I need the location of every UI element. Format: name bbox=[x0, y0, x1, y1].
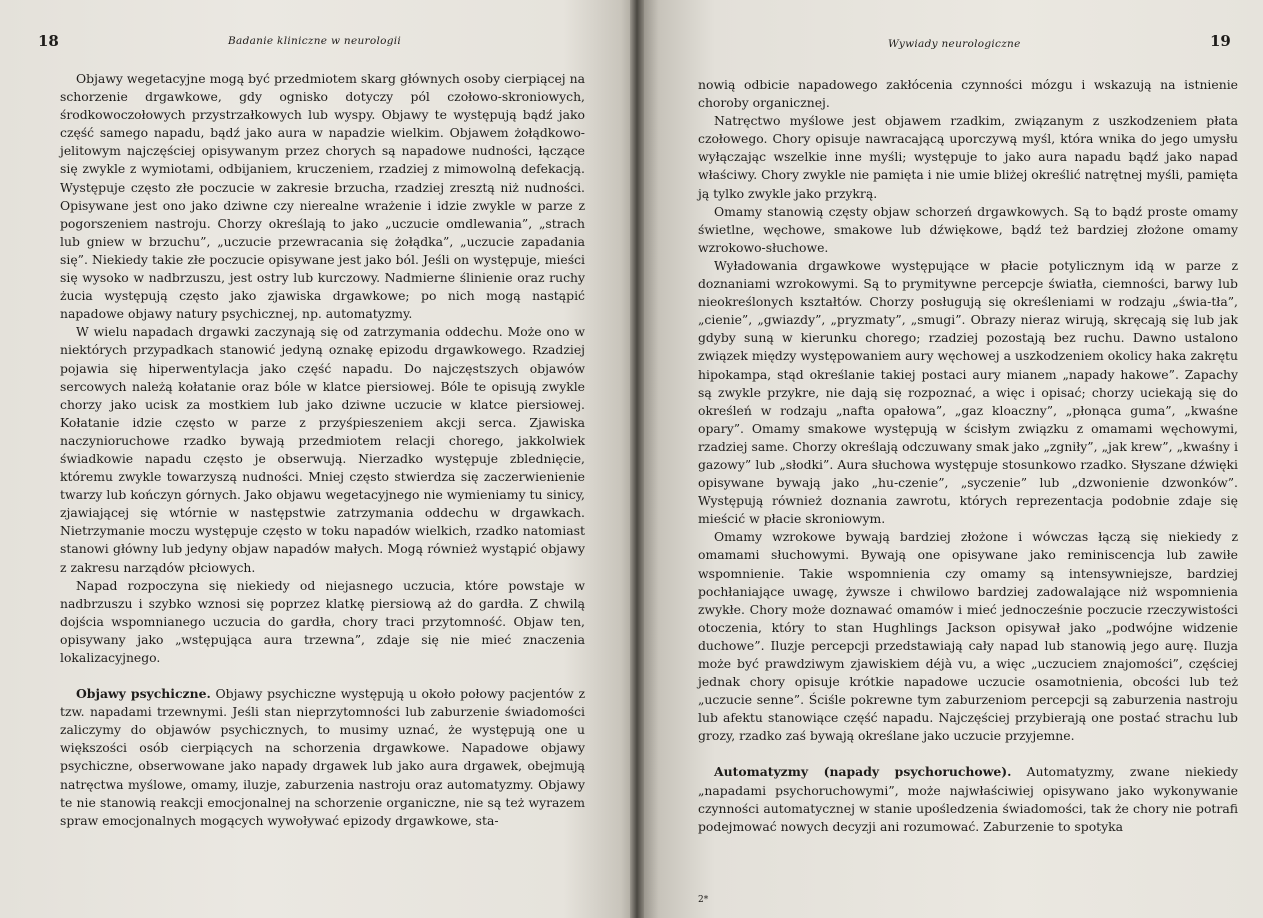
section-text: Objawy psychiczne występują u około połowy pacjentów z tzw. napadami trzewnymi. Jeśli stan nieprzytomności lub zaburzenie świadomości zaliczymy do objawów psychicznych, to musimy uznać, że występują one u większości osób cierpiących na schorzenia drgawkowe. Napadowe objawy psychiczne, obserwowane jako napady drgawek lub jako aura drgawek, obejmują natręctwa myślowe, omamy, iluzje, zaburzenia nastroju oraz automatyzmy. Objawy te nie stanowią reakcji emocjonalnej na schorzenie organiczne, nie są też wyrazem spraw emocjonalnych mogących wywoływać epizody drgawkowe, sta- bbox=[60, 686, 585, 828]
section-heading: Automatyzmy (napady psychoruchowe). bbox=[714, 764, 1012, 780]
section-paragraph bbox=[60, 685, 585, 830]
continuation-paragraph: nowią odbicie napadowego zakłócenia czynności mózgu i wskazują na istnienie choroby organicznej. bbox=[698, 77, 1238, 111]
signature-mark: 2* bbox=[698, 895, 709, 905]
left-body-text bbox=[60, 70, 585, 830]
paragraph: Natręctwo myślowe jest objawem rzadkim, związanym z uszkodzeniem płata czołowego. Chory opisuje nawracającą uporczywą myśl, która wnika do jego umysłu wyłączając wszelkie inne myśli; występuje to jako aura napadu bądź jako napad właściwy. Chory zwykle nie pamięta i nie umie bliżej określić natrętnej myśli, pamięta ją tylko zwykle jako przykrą. bbox=[698, 113, 1238, 201]
paragraph: Omamy stanowią częsty objaw schorzeń drgawkowych. Są to bądź proste omamy świetlne, węchowe, smakowe lub dźwiękowe, bądź też bardziej złożone omamy wzrokowo-słuchowe. bbox=[698, 203, 1238, 255]
page-number-right: 19 bbox=[1210, 32, 1231, 50]
paragraph: W wielu napadach drgawki zaczynają się od zatrzymania oddechu. Może ono w niektórych przypadkach stanowić jedyną oznakę epizodu drgawkowego. Rzadziej pojawia się hiperwentylacja jako część napadu. Do najczęstszych objawów sercowych należą kołatanie oraz bóle w klatce piersiowej. Bóle te opisują zwykle chorzy jako ucisk za mostkiem lub jako dziwne uczucie w klatce piersiowej. Kołatanie idzie często w parze z przyśpieszeniem akcji serca. Zjawiska naczynioruchowe rzadko bywają przedmiotem relacji chorego, jakkolwiek świadkowie napadu często je obserwują. Nierzadko występuje zblednięcie, któremu zwykle towarzyszą nudności. Mniej często stwierdza się zaczerwienienie twarzy lub kończyn górnych. Jako objawu wegetacyjnego nie wymieniamy tu sinicy, zjawiającej się wtórnie w następstwie zatrzymania oddechu w drgawkach. Nietrzymanie moczu występuje często w toku napadów wielkich, rzadko natomiast stanowi główny lub jedyny objaw napadów małych. Mogą również wystąpić objawy z zakresu narządów płciowych. bbox=[60, 324, 585, 575]
running-head-left: Badanie kliniczne w neurologii bbox=[228, 35, 402, 47]
paragraph: Napad rozpoczyna się niekiedy od niejasnego uczucia, które powstaje w nadbrzuszu i szybko wznosi się poprzez klatkę piersiową aż do gardła. Z chwilą dojścia wspomnianego uczucia do gardła, chory traci przytomność. Objaw ten, opisywany jako „wstępująca aura trzewna”, zdaje się nie mieć znaczenia lokalizacyjnego. bbox=[60, 577, 585, 665]
page-number-left: 18 bbox=[38, 32, 59, 50]
right-body-text bbox=[698, 76, 1238, 836]
paragraph: Wyładowania drgawkowe występujące w płacie potylicznym idą w parze z doznaniami wzrokowymi. Są to prymitywne percepcje światła, ciemności, barwy lub nieokreślonych kształtów. Chorzy posługują się określeniami w rodzaju „świa-tła”, „cienie”, „gwiazdy”, „pryzmaty”, „smugi”. Obrazy nieraz wirują, skręcają się lub jak gdyby suną w kierunku chorego; rzadziej pozostają bez ruchu. Dawno ustalono związek między występowaniem aury węchowej a uszkodzeniem okolicy haka zakrętu hipokampa, stąd określanie takiej postaci aury mianem „napady hakowe”. Zapachy są zwykle przykre, nie dają się rozpoznać, a więc i opisać; chorzy uciekają się do określeń w rodzaju „nafta opałowa”, „gaz kloaczny”, „płonąca guma”, „kwaśne opary”. Omamy smakowe występują w ścisłym związku z omamami węchowymi, rzadziej same. Chorzy określają odczuwany smak jako „zgniły”, „jak krew”, „kwaśny i gazowy” lub „słodki”. Aura słuchowa występuje stosunkowo rzadko. Słyszane dźwięki opisywane bywają jako „hu-czenie”, „syczenie” lub „dzwonienie dzwonków”. Występują również doznania zawrotu, których reprezentacja podobnie zdaje się mieścić w płacie skroniowym. bbox=[698, 257, 1238, 527]
paragraph: Omamy wzrokowe bywają bardziej złożone i wówczas łączą się niekiedy z omamami słuchowymi. Bywają one opisywane jako reminiscencja lub zawiłe wspomnienie. Takie wspomnienia czy omamy są intensywniejsze, bardziej pochłaniające uwagę, żywsze i chwilowo bardziej zadowalające niż wspomnienia zwykłe. Chory może doznawać omamów i mieć jednocześnie poczucie rzeczywistości otoczenia, który to stan Hughlings Jackson opisywał jako „podwójne widzenie duchowe”. Iluzje percepcji przedstawiają cały napad lub stanowią jego aurę. Iluzja może być prawdziwym zjawiskiem déjà vu, a więc „uczuciem znajomości”, częściej jednak chory opisuje krótkie napadowe uczucie osamotnienia, obcości lub też „uczucie senne”. Ściśle pokrewne tym zaburzeniom percepcji są zaburzenia nastroju lub afektu stanowiące część napadu. Najczęściej przybierają one postać strachu lub grozy, rzadko zaś bywają określane jako uczucie przyjemne. bbox=[698, 529, 1238, 744]
section-paragraph bbox=[698, 763, 1238, 835]
section-text: Automatyzmy, zwane niekiedy „napadami psychoruchowymi”, może najwłaściwiej opisywano jako wykonywanie czynności automatycznej w stanie upośledzenia świadomości, tak że chory nie potrafi podejmować nowych decyzji ani rozumować. Zaburzenie to spotyka bbox=[698, 764, 1238, 834]
right-page bbox=[640, 0, 1263, 918]
book-gutter bbox=[630, 0, 644, 918]
paragraph: Objawy wegetacyjne mogą być przedmiotem skarg głównych osoby cierpiącej na schorzenie drgawkowe, gdy ognisko dotyczy pól czołowo-skroniowych, środkowoczołowych przystrzałkowych lub wyspy. Objawy te występują bądź jako część samego napadu, bądź jako aura w napadzie wielkim. Objawem żołądkowo-jelitowym najczęściej opisywanym przez chorych są napadowe nudności, łączące się zwykle z wymiotami, odbijaniem, kruczeniem, rzadziej z mimowolną defekacją. Występuje często złe poczucie w zakresie brzucha, rzadziej zresztą niż nudności. Opisywane jest ono jako dziwne czy nierealne wrażenie i idzie zwykle w parze z pogorszeniem nastroju. Chorzy określają to jako „uczucie omdlewania”, „strach lub gniew w brzuchu”, „uczucie przewracania się żołądka”, „uczucie zapadania się”. Niekiedy takie złe poczucie opisywane jest jako ból. Jeśli on występuje, mieści się wysoko w nadbrzuszu, jest ostry lub kurczowy. Nadmierne ślinienie oraz ruchy żucia występują często jako zjawiska drgawkowe; po nich mogą nastąpić napadowe objawy natury psychicznej, np. automatyzmy. bbox=[60, 71, 585, 322]
section-heading: Objawy psychiczne. bbox=[76, 686, 211, 702]
running-head-right: Wywiady neurologiczne bbox=[888, 38, 1021, 50]
